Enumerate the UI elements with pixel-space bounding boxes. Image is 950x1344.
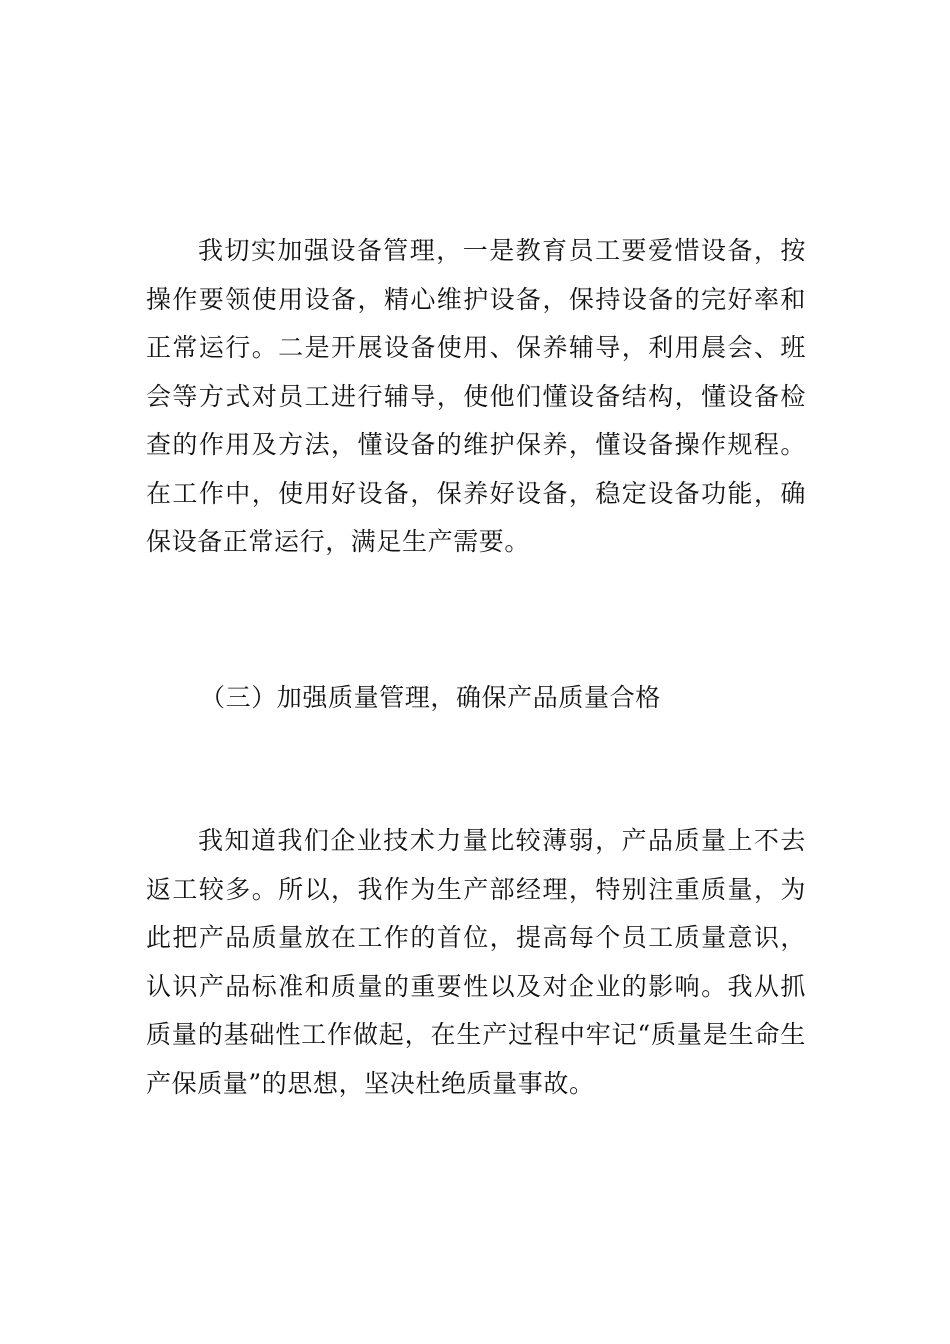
body-paragraph-product-quality: 我知道我们企业技术力量比较薄弱，产品质量上不去返工较多。所以，我作为生产部经理，特别注重质量，为此把产品质量放在工作的首位，提高每个员工质量意识，认识产品标准和质量的重要性以及对企业的影响。我从抓质量的基础性工作做起，在生产过程中牢记“质量是生命生产保质量”的思想，坚决杜绝质量事故。 bbox=[146, 826, 806, 1098]
section-heading-quality-management: （三）加强质量管理，确保产品质量合格 bbox=[200, 683, 661, 712]
body-paragraph-equipment-management: 我切实加强设备管理，一是教育员工要爱惜设备，按操作要领使用设备，精心维护设备，保持设备的完好率和正常运行。二是开展设备使用、保养辅导，利用晨会、班会等方式对员工进行辅导，使他们懂设备结构，懂设备检查的作用及方法，懂设备的维护保养，懂设备操作规程。在工作中，使用好设备，保养好设备，稳定设备功能，确保设备正常运行，满足生产需要。 bbox=[146, 236, 806, 556]
